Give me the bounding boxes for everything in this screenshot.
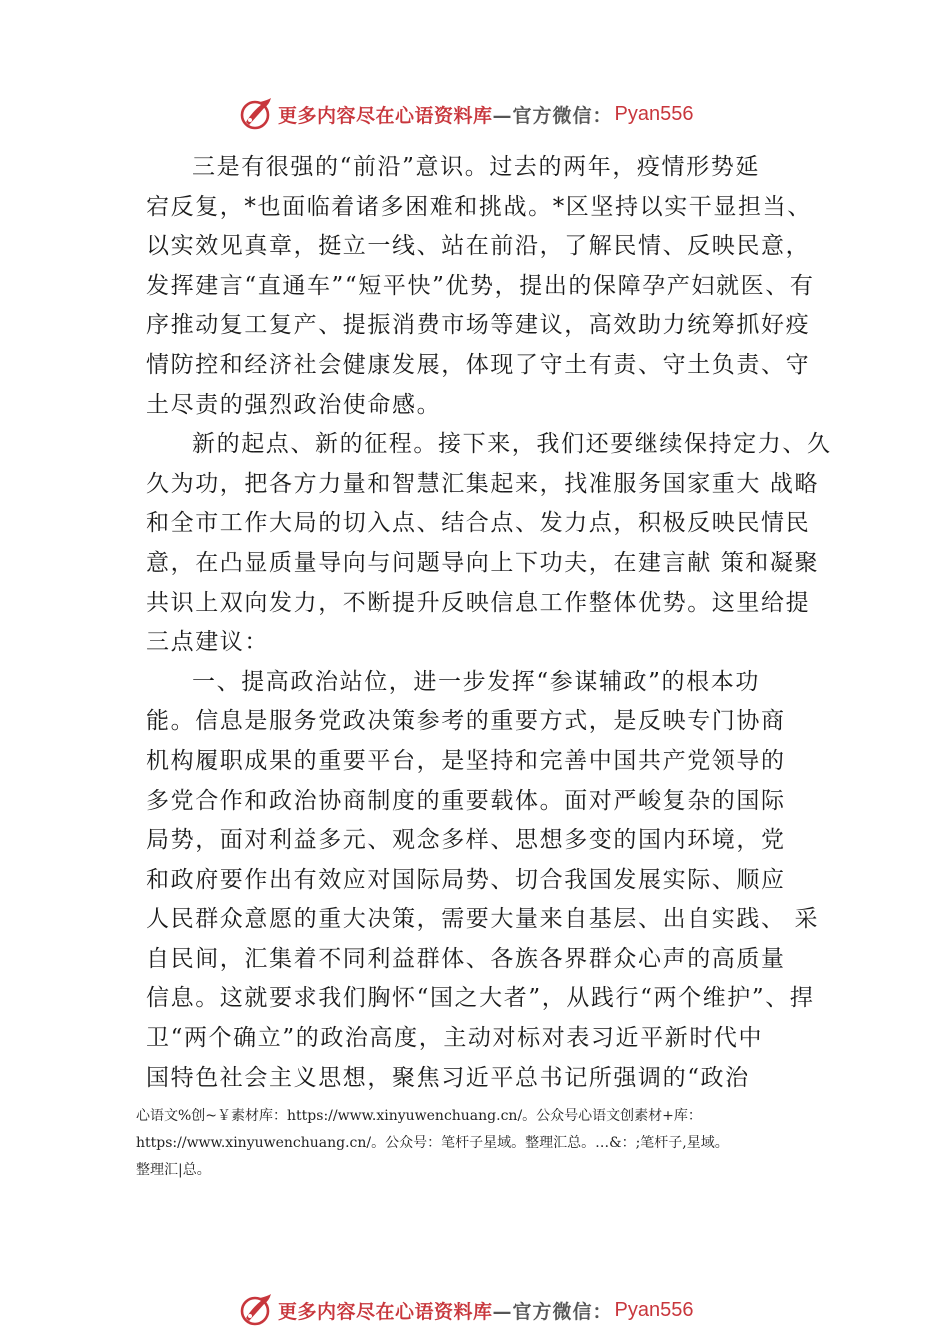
text-line: 意，在凸显质量导向与问题导向上下功夫，在建言献 策和凝聚: [146, 549, 820, 576]
paragraph-1: [146, 148, 836, 425]
banner-subtitle: —官方微信：: [492, 104, 613, 127]
text-line: 新的起点、新的征程。接下来，我们还要继续保持定力、久: [192, 431, 832, 458]
text-line: 序推动复工复产、提振消费市场等建议，高效助力统筹抓好疫: [146, 312, 811, 339]
paragraph-3: [146, 663, 836, 1099]
text-line: 三点建议：: [146, 629, 269, 656]
text-line: 多党合作和政治协商制度的重要载体。面对严峻复杂的国际: [146, 787, 786, 814]
text-line: 发挥建言“直通车”“短平快”优势，提出的保障孕产妇就医、有: [146, 272, 815, 299]
text-line: 机构履职成果的重要平台，是坚持和完善中国共产党领导的: [146, 747, 786, 774]
text-line: 局势，面对利益多元、观念多样、思想多变的国内环境，党: [146, 827, 786, 854]
footnote: [136, 1103, 856, 1184]
text-line: 宕反复，*也面临着诸多困难和挑战。*区坚持以实干显担当、: [146, 193, 812, 220]
text-line: 能。信息是服务党政决策参考的重要方式，是反映专门协商: [146, 708, 786, 735]
text-line: 卫“两个确立”的政治高度，主动对标对表习近平新时代中: [146, 1025, 764, 1052]
banner-wechat-id: Pyan556: [614, 102, 694, 125]
text-line: 信息。这就要求我们胸怀“国之大者”，从践行“两个维护”、捍: [146, 985, 815, 1012]
banner-title: 更多内容尽在心语资料库: [278, 104, 493, 127]
bottom-banner: [238, 1292, 694, 1328]
text-line: 以实效见真章，挺立一线、站在前沿，了解民情、反映民意，: [146, 233, 811, 260]
text-line: 共识上双向发力，不断提升反映信息工作整体优势。这里给提: [146, 589, 811, 616]
paragraph-2: [146, 425, 836, 663]
text-line: 人民群众意愿的重大决策，需要大量来自基层、出自实践、 采: [146, 906, 820, 933]
brand-logo-icon: [238, 96, 274, 132]
text-line: 和政府要作出有效应对国际局势、切合我国发展实际、顺应: [146, 866, 786, 893]
footnote-line: 整理汇|总。: [136, 1162, 211, 1178]
document-body: [146, 148, 836, 1098]
banner-wechat-id: Pyan556: [614, 1298, 694, 1321]
text-line: 土尽责的强烈政治使命感。: [146, 391, 442, 418]
text-line: 情防控和经济社会健康发展，体现了守土有责、守土负责、守: [146, 351, 811, 378]
footnote-line: https://www.xinyuwenchuang.cn/。公众号：笔杆子星域。整理汇总。…&：;笔杆子,星域。: [136, 1135, 729, 1151]
banner-title: 更多内容尽在心语资料库: [278, 1300, 493, 1323]
text-line: 和全市工作大局的切入点、结合点、发力点，积极反映民情民: [146, 510, 811, 537]
text-line: 自民间，汇集着不同利益群体、各族各界群众心声的高质量: [146, 945, 786, 972]
top-banner: [238, 96, 694, 132]
text-line: 三是有很强的“前沿”意识。过去的两年，疫情形势延: [192, 154, 760, 180]
text-line: 一、提高政治站位，进一步发挥“参谋辅政”的根本功: [192, 668, 760, 695]
brand-logo-icon: [238, 1292, 274, 1328]
text-line: 国特色社会主义思想，聚焦习近平总书记所强调的“政治: [146, 1064, 750, 1091]
text-line: 久为功，把各方力量和智慧汇集起来，找准服务国家重大 战略: [146, 470, 820, 497]
banner-subtitle: —官方微信：: [492, 1300, 613, 1323]
footnote-line: 心语文%创~￥素材库：https://www.xinyuwenchuang.cn/。公众号心语文创素材+库：: [136, 1108, 702, 1124]
